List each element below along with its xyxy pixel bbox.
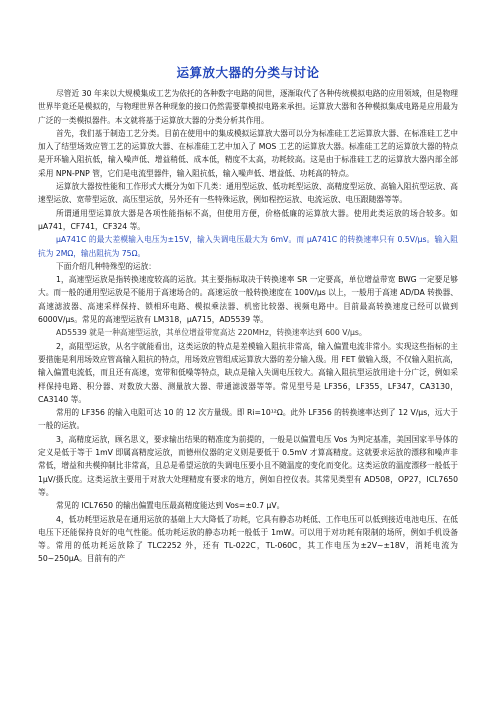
document-body <box>38 87 458 566</box>
paragraph-intro: 尽管近 30 年来以大规模集成工艺为依托的各种数字电路的间世，逐渐取代了各种传统模拟电路的应用领域，但是物理世界毕竟还是模拟的，与物理世界各种现象的接口仍然需要靠模拟电路来承担。运算放大器和各种模拟集成电路是应用最为广泛的一类模拟器件。本文就将基于运算放大器的分类分析其作用。 <box>38 89 458 125</box>
paragraph-high-impedance: 2，高阻型运放，从名字就能看出，这类运放的特点是差模输入阻抗非常高，输入偏置电流非常小。实现这些指标的主要措施是利用场效应管高输入阻抗的特点，用场效应管组成运算放大器的差分输入级。用 FET 做输入级，不仅输入阻抗高，输入偏置电流低，而且还有高速，宽带和低噪等特点，缺点是输入失调电压较大。高输入阻抗型运放用途十分广泛，例如采样保持电路、积分器、对数放大器、测量放大器、带通滤波器等等。常见型号是 LF356，LF355，LF347，CA3130，CA3140 等。 <box>38 341 458 404</box>
paragraph-high-precision: 3，高精度运放，顾名思义，要求输出结果的精准度为前提的，一般是以偏置电压 Vos 为判定基准，美国国家半导体的定义是低于等于 1mV 即属高精度运放，而德州仪器的定义则是要低于 0.5mV 才算高精度。这就要求运放的漂移和噪声非常低，增益和共模抑制比非常高，且总是希望运放的失调电压要小且不随温度的变化而变化。这类运放的温度漂移一般低于 1μV/摄氏度。这类运放主要用于对放大处理精度有要求的地方，例如自控仪表。其常见类型有 AD508，OP27，ICL7650 等。 <box>38 434 458 497</box>
document-title: 运算放大器的分类与讨论 <box>176 65 320 80</box>
paragraph-special-intro: 下面介绍几种特殊型的运放： <box>56 261 156 271</box>
paragraph-high-speed: 1，高速型运放是指转换速度较高的运放。其主要指标取决于转换速率 SR 一定要高，单位增益带宽 BWG 一定要足够大。而一般的通用型运放是不能用于高速场合的。高速运放一般转换速度在 100V/μs 以上，一般用于高速 AD/DA 转换器、高速滤波器、高速采样保持、锁相环电路、模拟乘法器、机密比较器、视频电路中。目前最高转换速度已经可以做到 6000V/μs。常见的高速型运放有 LM318，μA715，AD5539 等。 <box>38 275 458 325</box>
paragraph-process: 首先，我们基于制造工艺分类。目前在使用中的集成模拟运算放大器可以分为标准硅工艺运算放大器、在标准硅工艺中加入了结型场效应管工艺的运算放大器、在标准硅工艺中加入了 MOS 工艺的运算放大器。标准硅工艺的运算放大器的特点是开环输入阻抗低，输入噪声低、增益稍低、成本低，精度不太高，功耗较高。这是由于标准硅工艺的运算放大器内部全部采用 NPN-PNP 管，它们是电流型器件，输入阻抗低，输入噪声低、增益低、功耗高的特点。 <box>38 128 458 178</box>
paragraph-general-purpose: 所谓通用型运算放大器是各项性能指标不高，但使用方便，价格低廉的运算放大器。使用此类运放的场合较多。如 μA741，CF741，CF324 等。 <box>38 208 458 231</box>
paragraph-ad5539: AD5539 就是一种高速型运放，其单位增益带宽高达 220MHz，转换速率达到 600 V/μs。 <box>56 328 367 338</box>
paragraph-lf356: 常用的 LF356 的输入电阻可达 10 的 12 次方量级。即 Ri=10¹²Ω。此外 LF356 的转换速率达到了 12 V/μs，远大于一般的运放。 <box>38 408 458 431</box>
paragraph-icl7650: 常见的 ICL7650 的输出偏置电压最高精度能达到 Vos=±0.7 μV。 <box>56 501 285 511</box>
paragraph-ua741c: μA741C 的最大差模输入电压为±15V，输入失调电压最大为 6mV。而 μA741C 的转换速率只有 0.5V/μs。输入阻抗为 2MΩ，输出阻抗为 75Ω。 <box>38 235 458 258</box>
paragraph-categories: 运算放大器按性能和工作形式大概分为如下几类：通用型运放、低功耗型运放、高精度型运放、高输入阻抗型运放、高速型运放、宽带型运放、高压型运放，另外还有一些特殊运放，例如程控运放、电流运放、电压跟随器等等。 <box>38 182 458 205</box>
paragraph-low-power: 4，低功耗型运放是在通用运放的基础上大大降低了功耗，它具有静态功耗低、工作电压可以低到接近电池电压、在低电压下还能保持良好的电气性能。低功耗运放的静态功耗一般低于 1mW。可以用于对功耗有限制的场所，例如手机设备等。常用的低功耗运放除了 TLC2252 外，还有 TL-022C，TL-060C，其工作电压为±2V~±18V，消耗电流为 50~250μA。目前有的产 <box>38 514 458 564</box>
